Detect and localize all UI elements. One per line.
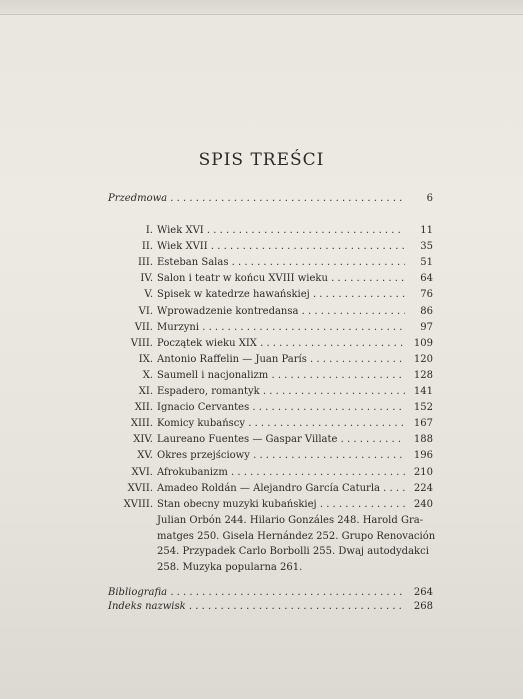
toc-page-number: 188 xyxy=(413,434,433,446)
toc-row-chapter xyxy=(108,353,433,367)
toc-entry-label: Bibliografia . . . xyxy=(108,586,405,600)
chapter-number: XI. xyxy=(138,386,153,397)
page-title: SPIS TREŚCI xyxy=(198,150,325,170)
toc-row-chapter xyxy=(108,482,433,496)
chapter-title: Początek wieku XIX . . . xyxy=(157,337,405,351)
toc-row-chapter xyxy=(108,288,433,302)
toc-row-chapter xyxy=(108,240,433,254)
toc-page-number: 64 xyxy=(420,273,433,285)
toc-row-chapter xyxy=(108,224,433,238)
toc-row-chapter xyxy=(108,498,433,512)
toc-page-number: 86 xyxy=(420,305,433,317)
chapter-title: Spisek w katedrze hawańskiej . . . xyxy=(157,288,405,302)
chapter-title: Ignacio Cervantes . . . xyxy=(157,401,405,415)
toc-page-number: 264 xyxy=(413,587,433,598)
subentry-line: matges 250. Gisela Hernández 252. Grupo Renovación xyxy=(157,530,436,542)
toc-row-chapter xyxy=(108,417,433,431)
toc-row-chapter xyxy=(108,337,433,351)
toc-page-number: 268 xyxy=(413,601,433,612)
chapter-number: II. xyxy=(141,241,153,253)
toc-row-chapter xyxy=(108,401,433,415)
toc-row-preface xyxy=(108,192,433,206)
chapter-title: Saumell i nacjonalizm . . . xyxy=(157,369,405,383)
toc-entry-label: Indeks nazwisk . . . xyxy=(108,600,405,614)
chapter-title: Esteban Salas . . . xyxy=(157,256,405,270)
chapter-number: III. xyxy=(137,257,153,269)
chapter-number: VI. xyxy=(138,305,153,317)
subentry-line: 254. Przypadek Carlo Borbolli 255. Dwaj autodydakci xyxy=(157,546,429,557)
toc-row-chapter xyxy=(108,256,433,270)
chapter-number: IX. xyxy=(138,353,153,365)
chapter-number: I. xyxy=(145,225,153,236)
chapter-title: Komicy kubańscy . . . xyxy=(157,417,405,431)
subentry-line: 258. Muzyka popularna 261. xyxy=(157,561,303,573)
toc-page-number: 224 xyxy=(413,482,433,494)
toc-page-number: 152 xyxy=(413,402,433,414)
toc-page-number: 240 xyxy=(413,498,433,510)
chapter-title: Wprowadzenie kontredansa . . . xyxy=(157,305,405,319)
toc-row-chapter xyxy=(108,369,433,383)
chapter-number: V. xyxy=(144,289,153,301)
chapter-number: XIV. xyxy=(133,434,153,446)
chapter-title: Murzyni . . . xyxy=(157,321,405,335)
chapter-number: VII. xyxy=(134,321,153,333)
toc-entry-label: Przedmowa . . . xyxy=(108,192,405,206)
toc-page-number: 196 xyxy=(413,450,433,462)
toc-page-number: 51 xyxy=(420,257,433,269)
toc-row-bibliography xyxy=(108,586,433,600)
chapter-number: XVII. xyxy=(127,482,153,494)
toc-page-number: 11 xyxy=(420,225,433,236)
toc-page-number: 97 xyxy=(420,321,433,333)
chapter-title: Salon i teatr w końcu XVIII wieku . . . xyxy=(157,272,405,286)
chapter-title: Wiek XVI . . . xyxy=(157,224,405,238)
chapter-number: XVIII. xyxy=(123,498,153,510)
chapter-title: Laureano Fuentes — Gaspar Villate . . . xyxy=(157,433,405,447)
toc-page-number: 141 xyxy=(413,386,433,397)
chapter-title: Antonio Raffelin — Juan París . . . xyxy=(157,353,405,367)
chapter-title: Espadero, romantyk . . . xyxy=(157,385,405,399)
chapter-number: IV. xyxy=(140,273,153,285)
subentry-line: Julian Orbón 244. Hilario Gonzáles 248. Harold Gra- xyxy=(157,515,424,526)
toc-page-number: 35 xyxy=(420,241,433,253)
chapter-number: VIII. xyxy=(130,337,153,349)
chapter-number: X. xyxy=(142,369,153,381)
previous-page-edge xyxy=(0,0,523,15)
chapter-title: Amadeo Roldán — Alejandro García Caturla . . . xyxy=(157,482,405,496)
toc-page-number: 167 xyxy=(413,418,433,430)
chapter-title: Afrokubanizm . . . xyxy=(157,466,405,480)
chapter-title: Okres przejściowy . . . xyxy=(157,449,405,463)
chapter-number: XII. xyxy=(134,402,153,414)
toc-page-number: 6 xyxy=(426,193,433,204)
chapter-number: XIII. xyxy=(130,418,153,430)
chapter-title: Stan obecny muzyki kubańskiej . . . xyxy=(157,498,405,512)
toc-row-chapter xyxy=(108,449,433,463)
toc-row-chapter xyxy=(108,385,433,399)
toc-page-number: 76 xyxy=(420,289,433,301)
toc-page-number: 210 xyxy=(413,466,433,478)
toc-row-chapter xyxy=(108,433,433,447)
toc-page-number: 109 xyxy=(413,337,433,349)
toc-row-index xyxy=(108,600,433,614)
chapter-title: Wiek XVII . . . xyxy=(157,240,405,254)
toc-page-number: 120 xyxy=(413,353,433,365)
chapter-number: XV. xyxy=(137,450,153,462)
chapter-number: XVI. xyxy=(131,466,153,478)
toc-row-chapter xyxy=(108,321,433,335)
toc-page-number: 128 xyxy=(413,369,433,381)
toc-row-chapter xyxy=(108,305,433,319)
toc-row-chapter xyxy=(108,272,433,286)
toc-row-chapter xyxy=(108,466,433,480)
